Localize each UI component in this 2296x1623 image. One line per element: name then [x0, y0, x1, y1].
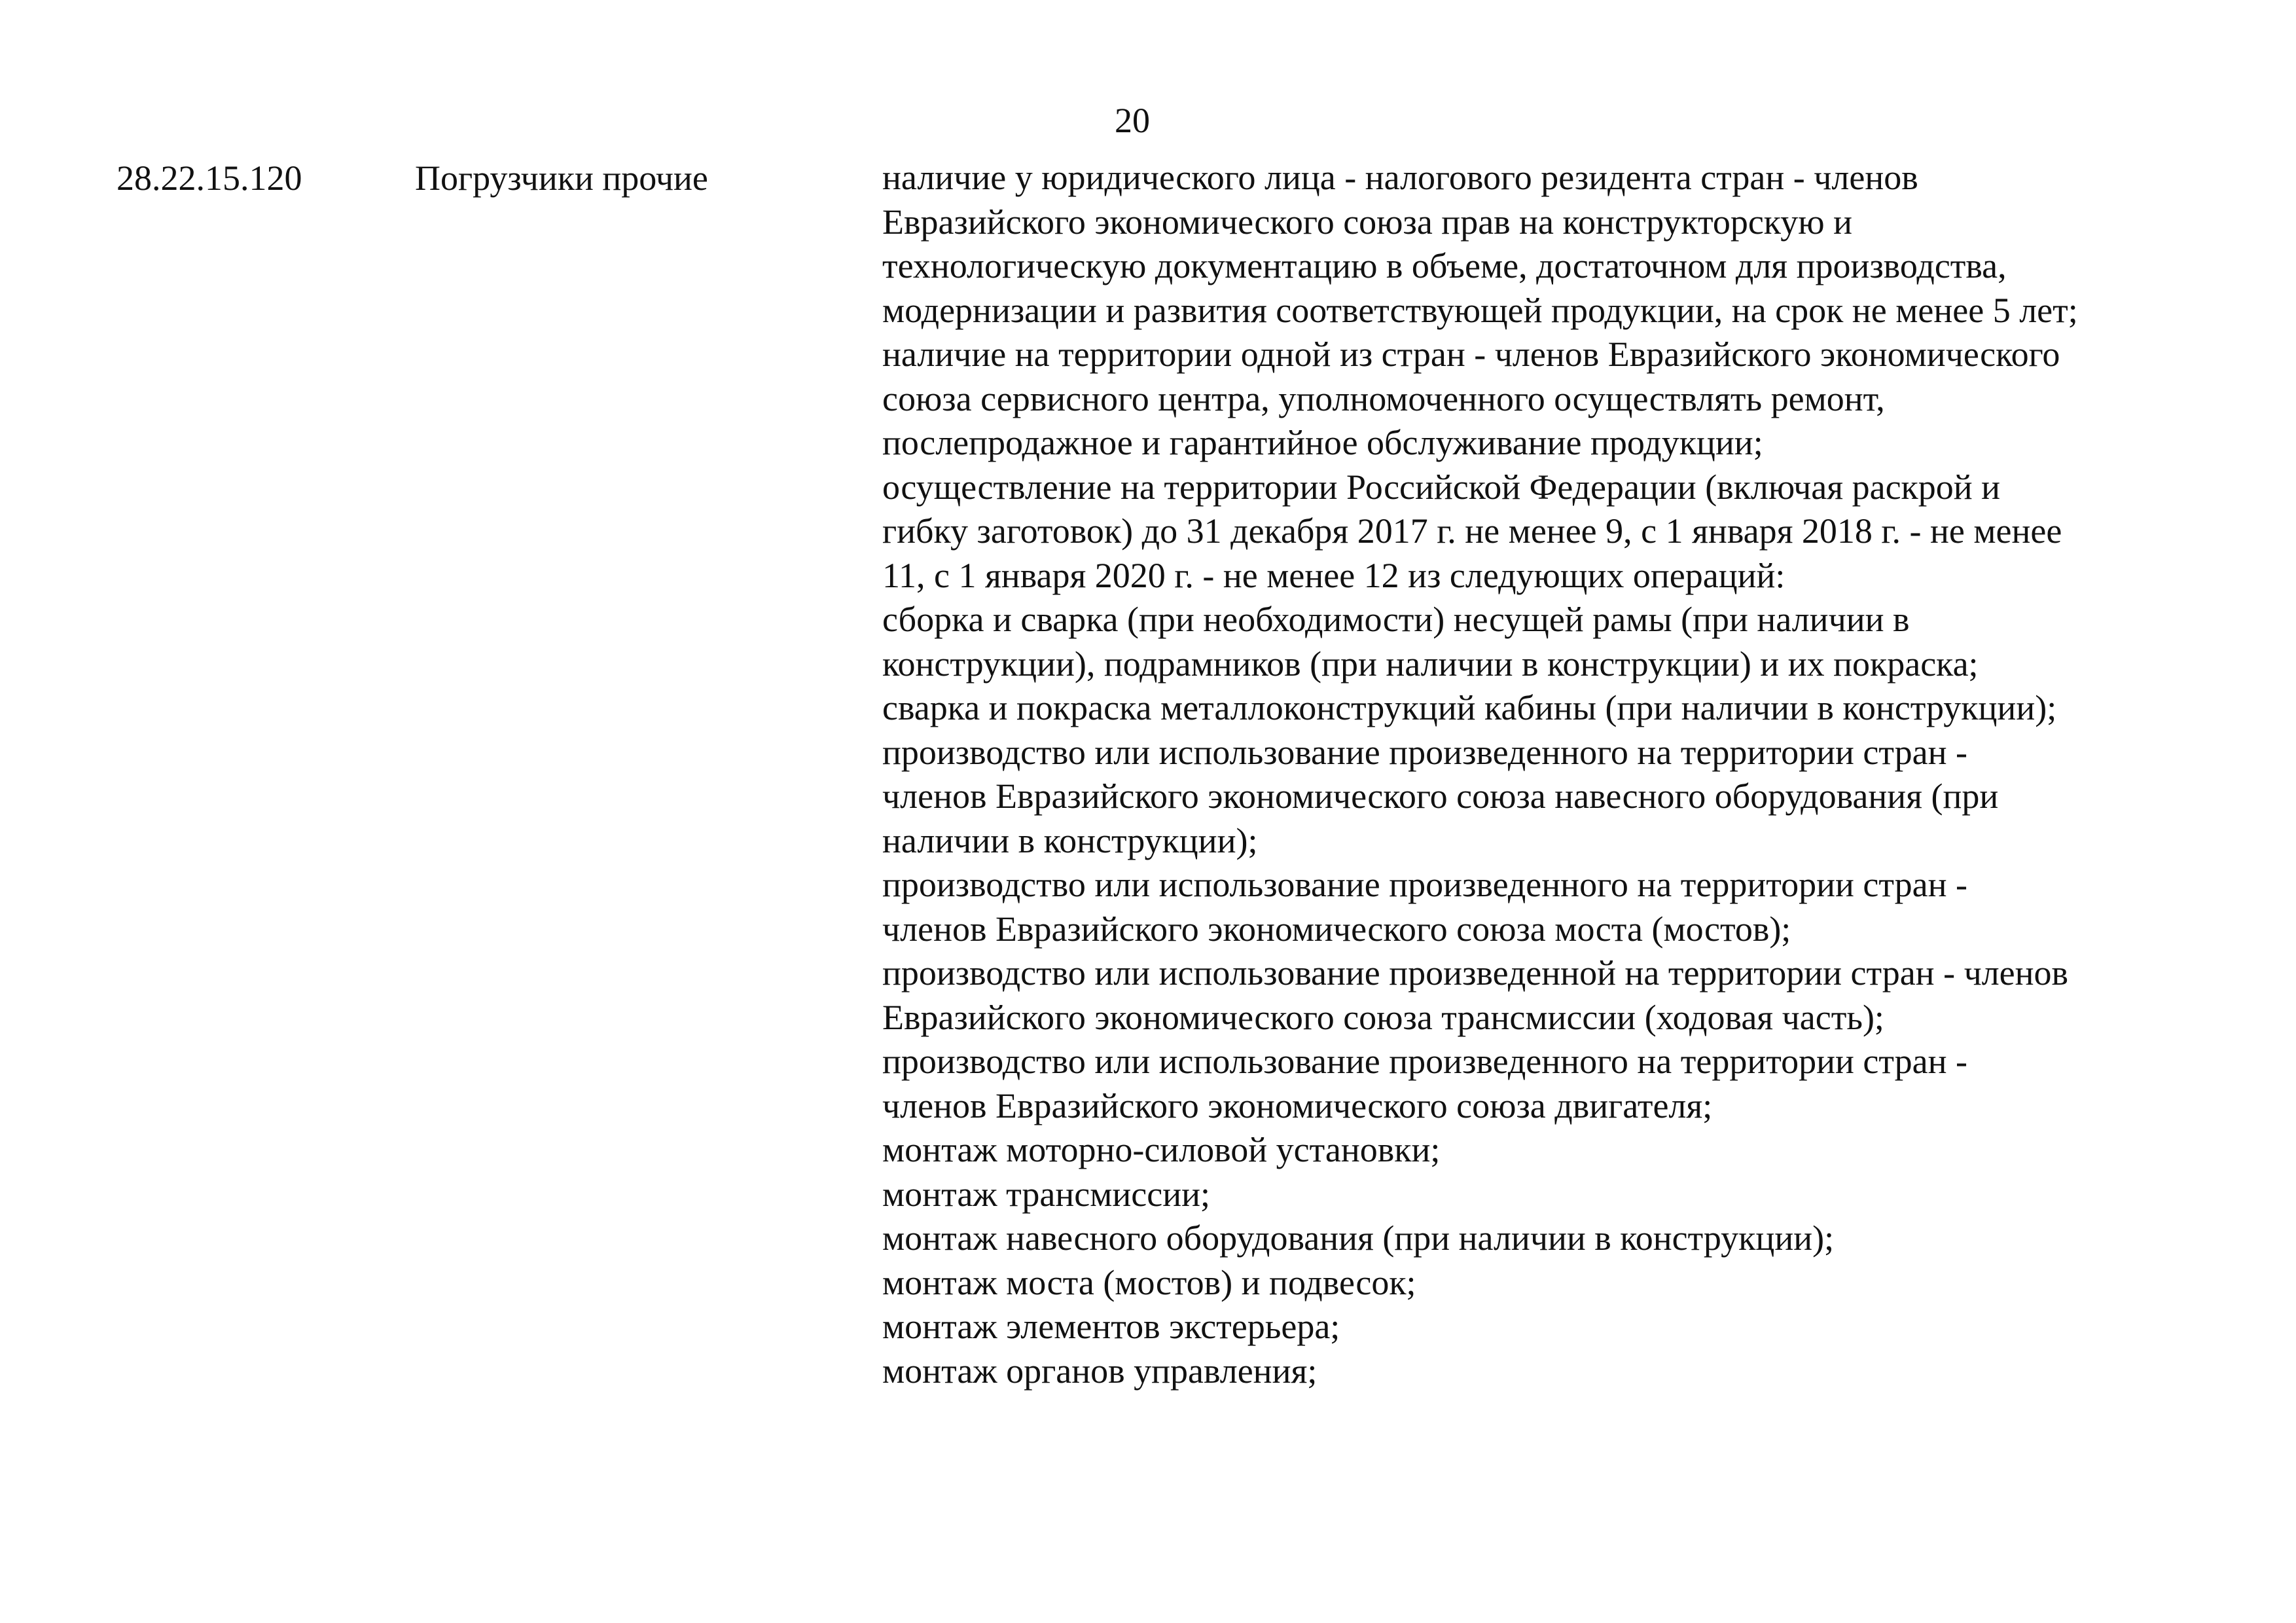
page-number: 20 [1115, 101, 1150, 140]
requirement-line: монтаж моста (мостов) и подвесок; [882, 1262, 1416, 1302]
requirement-line: послепродажное и гарантийное обслуживание продукции; [882, 423, 1763, 462]
requirement-line: осуществление на территории Российской Федерации (включая раскрой и [882, 467, 2001, 507]
requirement-line: модернизации и развития соответствующей продукции, на срок не менее 5 лет; [882, 290, 2078, 330]
requirement-line: гибку заготовок) до 31 декабря 2017 г. не менее 9, с 1 января 2018 г. - не менее [882, 511, 2062, 551]
product-name: Погрузчики прочие [415, 158, 708, 198]
requirement-line: производство или использование произведенного на территории стран - [882, 1042, 1967, 1081]
requirement-line: членов Евразийского экономического союза моста (мостов); [882, 909, 1791, 949]
requirement-line: монтаж моторно-силовой установки; [882, 1130, 1441, 1169]
requirement-line: производство или использование произведенного на территории стран - [882, 865, 1967, 904]
requirement-line: конструкции), подрамников (при наличии в конструкции) и их покраска; [882, 644, 1979, 684]
requirement-line: Евразийского экономического союза прав на конструкторскую и [882, 202, 1853, 242]
requirement-line: наличие на территории одной из стран - членов Евразийского экономического [882, 335, 2060, 374]
requirement-line: Евразийского экономического союза трансмиссии (ходовая часть); [882, 997, 1884, 1037]
requirement-line: членов Евразийского экономического союза двигателя; [882, 1085, 1713, 1125]
requirements-list [882, 156, 2191, 1393]
requirement-line: монтаж элементов экстерьера; [882, 1307, 1340, 1346]
requirement-line: наличие у юридического лица - налогового резидента стран - членов [882, 158, 1918, 197]
requirement-line: 11, с 1 января 2020 г. - не менее 12 из следующих операций: [882, 555, 1785, 595]
requirement-line: монтаж навесного оборудования (при наличии в конструкции); [882, 1218, 1835, 1258]
requirement-line: технологическую документацию в объеме, достаточном для производства, [882, 246, 2007, 285]
requirement-line: сварка и покраска металлоконструкций кабины (при наличии в конструкции); [882, 688, 2057, 727]
product-code: 28.22.15.120 [117, 158, 302, 198]
requirement-line: монтаж органов управления; [882, 1351, 1318, 1391]
requirement-line: союза сервисного центра, уполномоченного осуществлять ремонт, [882, 378, 1885, 418]
requirement-line: сборка и сварка (при необходимости) несущей рамы (при наличии в [882, 600, 1910, 639]
requirement-line: производство или использование произведенного на территории стран - [882, 732, 1967, 772]
requirement-line: членов Евразийского экономического союза навесного оборудования (при [882, 776, 1999, 816]
requirement-line: монтаж трансмиссии; [882, 1174, 1211, 1214]
requirement-line: наличии в конструкции); [882, 820, 1258, 860]
requirement-line: производство или использование произведенной на территории стран - членов [882, 953, 2069, 993]
